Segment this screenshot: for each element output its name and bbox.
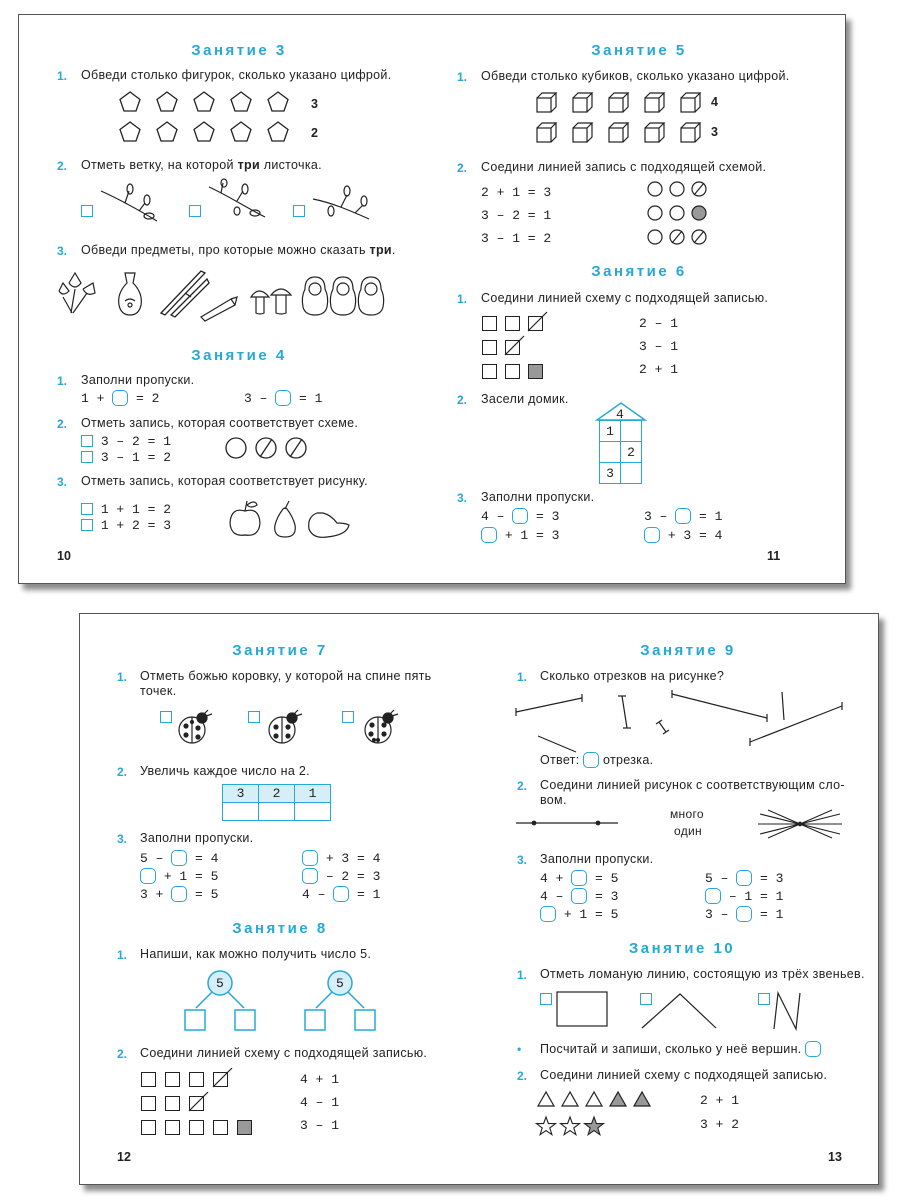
word: много — [670, 807, 704, 821]
task-number: 1. — [457, 292, 468, 306]
task-number: 3. — [57, 244, 68, 258]
eq-part: 3 – — [705, 907, 729, 922]
page-number: 11 — [767, 549, 781, 563]
house-cell[interactable]: 2 — [621, 442, 642, 463]
task-text — [540, 1041, 821, 1057]
checkbox[interactable] — [758, 993, 770, 1005]
equation: 3 – 1 = 2 — [481, 231, 552, 246]
eq-part: 3 + — [140, 887, 164, 902]
answer-box[interactable] — [675, 508, 691, 524]
task-text: Отметь запись, которая соответствует рисунку. — [81, 474, 368, 488]
eq-part: 4 – — [540, 889, 564, 904]
expression: 4 + 1 — [300, 1072, 340, 1087]
table-cell: 2 — [259, 785, 295, 803]
task-text: Отметь ломаную линию, состоящую из трёх звеньев. — [540, 967, 865, 981]
task-text: Напиши, как можно получить число 5. — [140, 947, 372, 961]
task-number: 3. — [57, 475, 68, 489]
task-text: Соедини линией рисунок с соответствующим сло- — [540, 778, 845, 792]
intersecting-lines-figure — [758, 810, 844, 838]
task-number: 2. — [117, 1047, 128, 1061]
task-text: Сколько отрезков на рисунке? — [540, 669, 725, 683]
answer-line — [540, 752, 653, 768]
task-number: 3. — [457, 491, 468, 505]
stars-scheme — [536, 1116, 616, 1138]
checkbox[interactable] — [540, 993, 552, 1005]
expression: 2 + 1 — [700, 1093, 740, 1108]
answer-box[interactable] — [736, 906, 752, 922]
equation — [481, 527, 559, 543]
eq-part: – 1 = 1 — [728, 889, 784, 904]
table-cell: 3 — [223, 785, 259, 803]
task-text: Увеличь каждое число на 2. — [140, 764, 310, 778]
equation — [540, 906, 618, 922]
task-text: Обведи столько фигурок, сколько указано цифрой. — [81, 68, 392, 82]
eq-part: = 1 — [760, 907, 784, 922]
eq-part: – 2 = 3 — [325, 869, 381, 884]
lesson-7-title: Занятие 7 — [232, 642, 328, 659]
table-cell: 1 — [295, 785, 331, 803]
eq-part: + 3 = 4 — [325, 851, 381, 866]
tree-top-number: 5 — [216, 976, 224, 991]
eq-part: 4 + — [540, 871, 564, 886]
answer-box[interactable] — [644, 527, 660, 543]
eq-part: + 1 = 5 — [563, 907, 619, 922]
expression: 2 – 1 — [639, 316, 679, 331]
text-bold: три — [369, 243, 392, 257]
task-text: Отметь божью коровку, у которой на спине пять — [140, 669, 432, 683]
lesson-5-title: Занятие 5 — [591, 42, 687, 59]
zigzag-figure — [770, 991, 806, 1031]
expression: 4 – 1 — [300, 1095, 340, 1110]
task-text: Соедини линией запись с подходящей схемой. — [481, 160, 767, 174]
eq-part: 5 – — [140, 851, 164, 866]
answer-box[interactable] — [540, 906, 556, 922]
spread-pages-12-13 — [79, 613, 879, 1185]
text-part: Обведи предметы, про которые можно сказать — [81, 243, 370, 257]
answer-box[interactable] — [736, 870, 752, 886]
eq-part: = 2 — [136, 391, 160, 406]
answer-box[interactable] — [705, 888, 721, 904]
eq-part: 3 – — [244, 391, 268, 406]
house-cell[interactable]: 1 — [600, 421, 621, 442]
lesson-6-title: Занятие 6 — [591, 263, 687, 280]
task-number: 3. — [117, 832, 128, 846]
task-number: 1. — [117, 948, 128, 962]
task-text: Заполни пропуски. — [81, 373, 195, 387]
word: один — [674, 824, 702, 838]
eq-part: = 3 — [595, 889, 619, 904]
task-text: Обведи столько кубиков, сколько указано цифрой. — [481, 69, 790, 83]
equation — [481, 508, 559, 524]
equation — [705, 888, 783, 904]
task-text: Заполни пропуски. — [481, 490, 595, 504]
equation — [540, 870, 618, 886]
task-number: 1. — [517, 968, 528, 982]
page-number: 13 — [828, 1150, 842, 1164]
task-number: 1. — [57, 69, 68, 83]
segments-figure — [512, 690, 852, 758]
task-text: точек. — [140, 684, 177, 698]
equation — [705, 870, 783, 886]
bullet: • — [517, 1042, 522, 1056]
answer-box[interactable] — [571, 870, 587, 886]
house-cell[interactable] — [621, 463, 642, 484]
option-text: 3 – 1 = 2 — [100, 450, 172, 465]
count-label: 3 — [311, 97, 319, 111]
count-label: 2 — [311, 126, 319, 140]
task-number: 2. — [57, 159, 68, 173]
lesson-3-title: Занятие 3 — [191, 42, 287, 59]
task-number: 1. — [457, 70, 468, 84]
answer-box[interactable] — [512, 508, 528, 524]
task-number: 1. — [517, 670, 528, 684]
text-part: листочка. — [259, 158, 322, 172]
eq-part: = 3 — [760, 871, 784, 886]
eq-part: 5 – — [705, 871, 729, 886]
option-text: 1 + 2 = 3 — [100, 518, 172, 533]
angle-figure — [640, 992, 720, 1030]
task-number: 2. — [457, 393, 468, 407]
answer-box[interactable] — [571, 888, 587, 904]
equation — [705, 906, 783, 922]
eq-part: = 5 — [595, 871, 619, 886]
expression: 3 – 1 — [639, 339, 679, 354]
count-label: 3 — [711, 125, 719, 139]
text-part: Отметь ветку, на которой — [81, 158, 238, 172]
task-number: 2. — [457, 161, 468, 175]
cross-lines — [19, 15, 847, 585]
equation — [644, 508, 722, 524]
lesson-9-title: Занятие 9 — [640, 642, 736, 659]
eq-part: = 1 — [299, 391, 323, 406]
dotted-line-figure — [516, 818, 620, 828]
text-part: . — [391, 243, 396, 257]
task-text: Заполни пропуски. — [140, 831, 254, 845]
equation: 2 + 1 = 3 — [481, 185, 552, 200]
lesson-4-title: Занятие 4 — [191, 347, 287, 364]
house-cell[interactable]: 3 — [600, 463, 621, 484]
roof-number: 4 — [616, 407, 624, 422]
task-number: 1. — [117, 670, 128, 684]
task-number: 2. — [517, 779, 528, 793]
page-number: 10 — [57, 549, 71, 563]
rectangle-figure — [556, 991, 610, 1029]
task-number: 2. — [517, 1069, 528, 1083]
eq-part: + 1 = 3 — [504, 528, 560, 543]
bullet-text: Посчитай и запиши, сколько у неё вершин. — [540, 1042, 802, 1056]
equation: 3 – 2 = 1 — [481, 208, 552, 223]
eq-part: + 1 = 5 — [163, 869, 219, 884]
count-label: 4 — [711, 95, 719, 109]
task-text: Соедини линией схему с подходящей записью. — [140, 1046, 428, 1060]
task-number: 1. — [57, 374, 68, 388]
task-number: 2. — [117, 765, 128, 779]
answer-box[interactable] — [583, 752, 599, 768]
expression: 3 – 1 — [300, 1118, 340, 1133]
task-text: вом. — [540, 793, 567, 807]
equation — [540, 888, 618, 904]
text-bold: три — [237, 158, 260, 172]
task-number: 2. — [57, 417, 68, 431]
expression: 3 + 2 — [700, 1117, 740, 1132]
option-text: 3 – 2 = 1 — [100, 434, 172, 449]
answer-box[interactable] — [481, 527, 497, 543]
answer-prefix: Ответ: — [540, 753, 580, 767]
task-text: Засели домик. — [481, 392, 569, 406]
tree-top-number: 5 — [336, 976, 344, 991]
lesson-10-title: Занятие 10 — [628, 940, 736, 957]
answer-suffix: отрезка. — [603, 753, 654, 767]
eq-part: + 3 = 4 — [667, 528, 723, 543]
option-text: 1 + 1 = 2 — [100, 502, 172, 517]
house-cell[interactable] — [600, 442, 621, 463]
eq-part: 1 + — [81, 391, 105, 406]
eq-part: = 5 — [195, 887, 219, 902]
lesson-8-title: Занятие 8 — [232, 920, 328, 937]
eq-part: = 1 — [699, 509, 723, 524]
task-text: Соедини линией схему с подходящей записью. — [540, 1068, 828, 1082]
eq-part: = 4 — [195, 851, 219, 866]
eq-part: = 3 — [536, 509, 560, 524]
house-cell[interactable] — [621, 421, 642, 442]
page-number: 12 — [117, 1150, 131, 1164]
task-text: Соедини линией схему с подходящей записью. — [481, 291, 769, 305]
task-number: 3. — [517, 853, 528, 867]
eq-part: 4 – — [302, 887, 326, 902]
triangles-scheme — [536, 1090, 656, 1108]
answer-box[interactable] — [805, 1041, 821, 1057]
eq-part: 3 – — [644, 509, 668, 524]
house-grid — [599, 420, 642, 484]
task-text: Заполни пропуски. — [540, 852, 654, 866]
eq-part: 4 – — [481, 509, 505, 524]
eq-part: = 1 — [357, 887, 381, 902]
spread-pages-10-11 — [18, 14, 846, 584]
equation — [644, 527, 722, 543]
expression: 2 + 1 — [639, 362, 679, 377]
task-text: Отметь запись, которая соответствует схеме. — [81, 416, 359, 430]
